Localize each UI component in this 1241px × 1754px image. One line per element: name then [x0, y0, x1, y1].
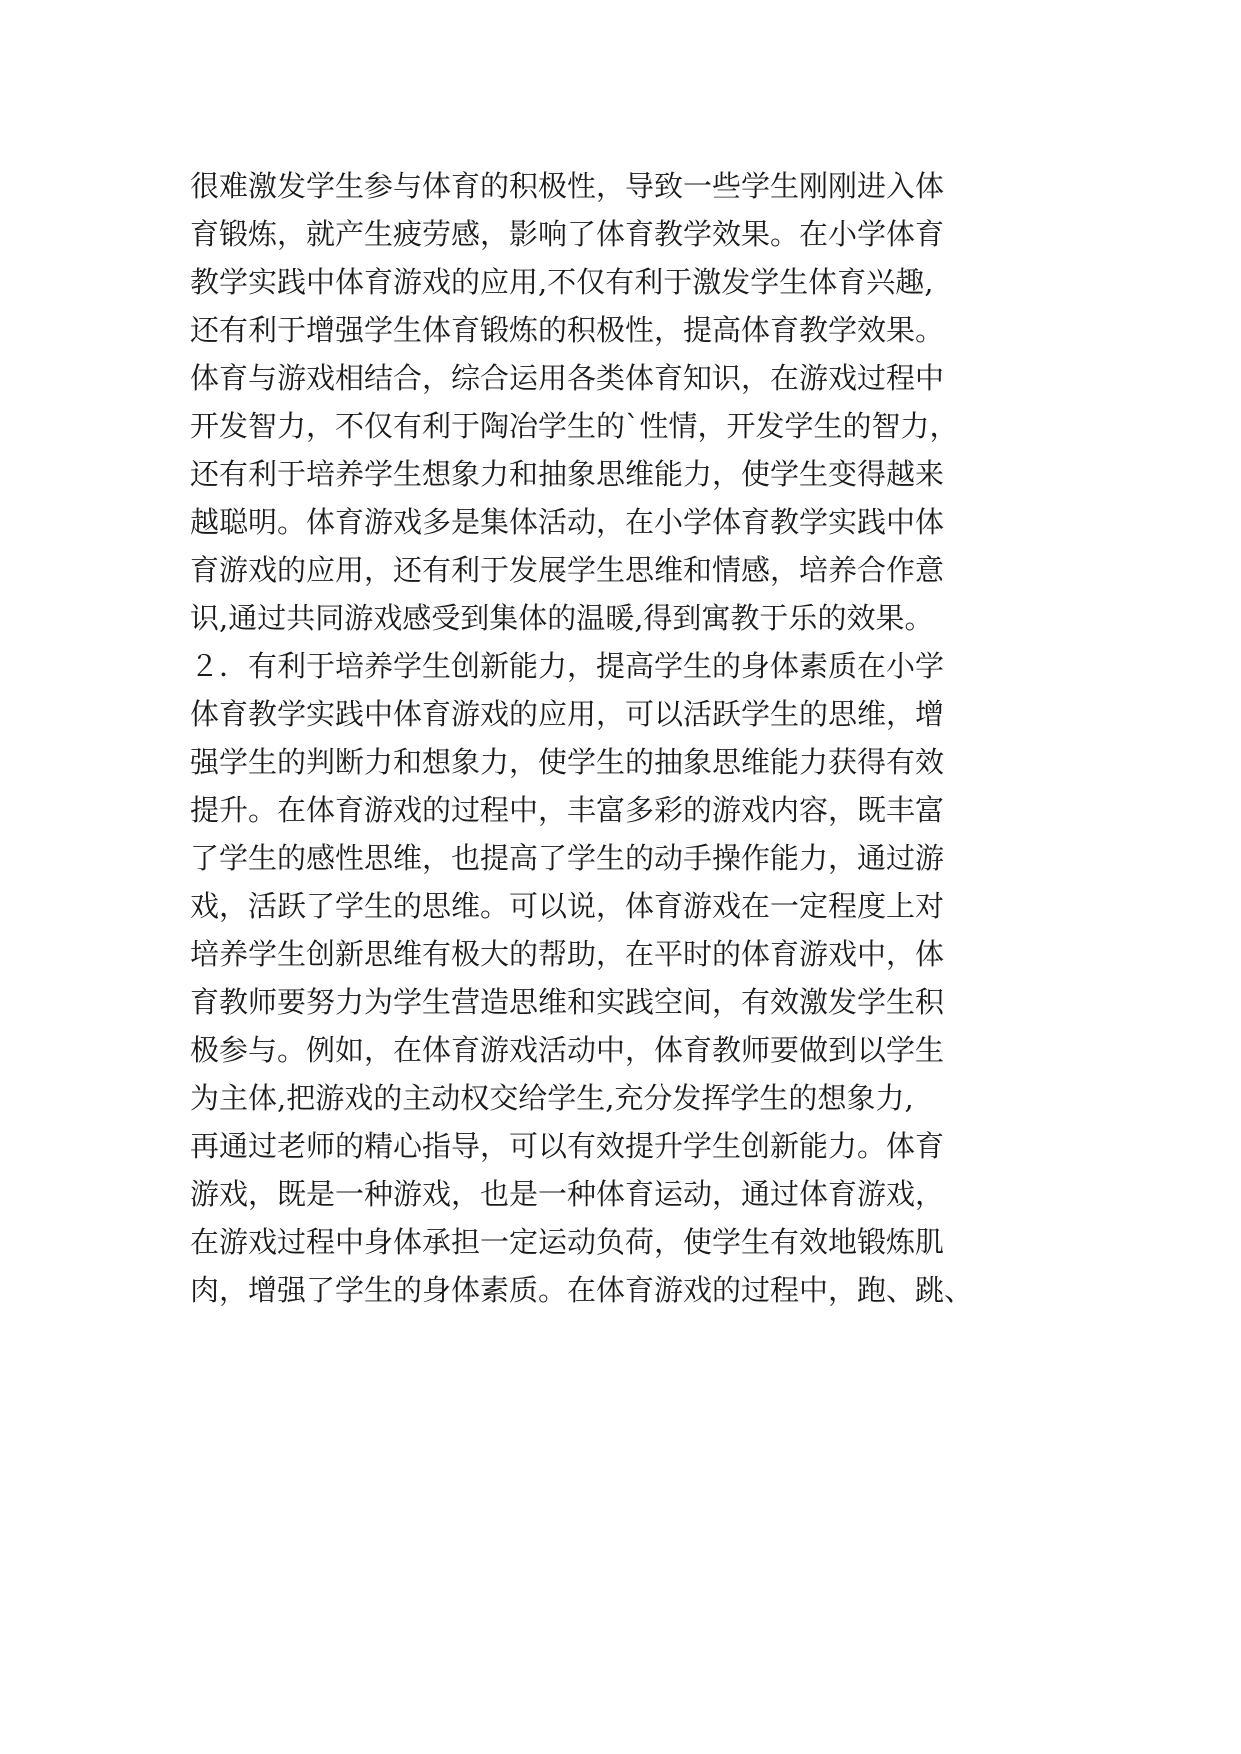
text-line: 了学生的感性思维，也提高了学生的动手操作能力，通过游: [190, 841, 945, 875]
text-line: 很难激发学生参与体育的积极性，导致一些学生刚刚进入体: [190, 169, 945, 203]
text-line: 肉，增强了学生的身体素质。在体育游戏的过程中，跑、跳、: [190, 1273, 974, 1307]
text-line: 还有利于培养学生想象力和抽象思维能力，使学生变得越来: [190, 457, 945, 491]
text-line: 育锻炼，就产生疲劳感，影响了体育教学效果。在小学体育: [190, 217, 945, 251]
text-line: 还有利于增强学生体育锻炼的积极性，提高体育教学效果。: [190, 313, 945, 347]
text-line: 识,通过共同游戏感受到集体的温暖,得到寓教于乐的效果。: [190, 601, 934, 635]
body-text: [190, 162, 1090, 1314]
text-line: 游戏，既是一种游戏，也是一种体育运动，通过体育游戏，: [190, 1177, 945, 1211]
text-line: 育教师要努力为学生营造思维和实践空间，有效激发学生积: [190, 985, 945, 1019]
text-line: 戏，活跃了学生的思维。可以说，体育游戏在一定程度上对: [190, 889, 945, 923]
text-line: 育游戏的应用，还有利于发展学生思维和情感，培养合作意: [190, 553, 945, 587]
text-line: 体育与游戏相结合，综合运用各类体育知识，在游戏过程中: [190, 361, 945, 395]
text-line: 再通过老师的精心指导，可以有效提升学生创新能力。体育: [190, 1129, 945, 1163]
text-line: 培养学生创新思维有极大的帮助，在平时的体育游戏中，体: [190, 937, 945, 971]
text-line: 在游戏过程中身体承担一定运动负荷，使学生有效地锻炼肌: [190, 1225, 945, 1259]
text-line: 强学生的判断力和想象力，使学生的抽象思维能力获得有效: [190, 745, 945, 779]
text-line: 体育教学实践中体育游戏的应用，可以活跃学生的思维，增: [190, 697, 945, 731]
text-line: 极参与。例如，在体育游戏活动中，体育教师要做到以学生: [190, 1033, 945, 1067]
text-line: ２．有利于培养学生创新能力，提高学生的身体素质在小学: [190, 649, 945, 683]
text-line: 提升。在体育游戏的过程中，丰富多彩的游戏内容，既丰富: [190, 793, 945, 827]
text-line: 越聪明。体育游戏多是集体活动，在小学体育教学实践中体: [190, 505, 945, 539]
text-line: 开发智力，不仅有利于陶冶学生的`性情，开发学生的智力，: [190, 409, 959, 443]
text-line: 教学实践中体育游戏的应用,不仅有利于激发学生体育兴趣,: [190, 265, 934, 299]
text-line: 为主体,把游戏的主动权交给学生,充分发挥学生的想象力,: [190, 1081, 914, 1115]
